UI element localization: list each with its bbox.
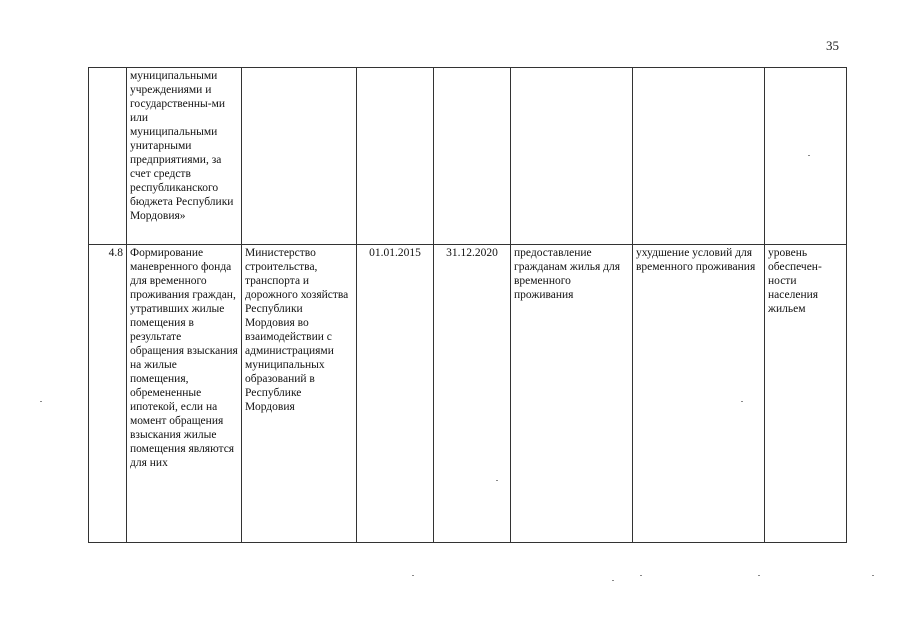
expected-result: предоставление гражданам жилья для временного проживания (511, 245, 633, 543)
scan-speck (741, 401, 743, 402)
start-date: 01.01.2015 (357, 245, 434, 543)
end-date: 31.12.2020 (434, 245, 511, 543)
indicator (765, 68, 847, 245)
consequences (633, 68, 765, 245)
measure-name: муниципальными учреждениями и государственны-ми или муниципальными унитарными предприятиями, за счет средств республиканского бюджета Республики Мордовия» (127, 68, 242, 245)
table-row (89, 245, 847, 543)
scan-speck (412, 575, 414, 576)
scan-speck (40, 401, 42, 402)
row-number (89, 68, 127, 245)
scan-speck (640, 575, 642, 576)
program-table (88, 67, 847, 543)
scan-speck (808, 155, 810, 156)
scan-speck (758, 575, 760, 576)
scan-speck (612, 580, 614, 581)
page-number: 35 (826, 38, 839, 53)
expected-result (511, 68, 633, 245)
end-date (434, 68, 511, 245)
table-row (89, 68, 847, 245)
row-number: 4.8 (89, 245, 127, 543)
consequences: ухудшение условий для временного проживания (633, 245, 765, 543)
start-date (357, 68, 434, 245)
executor: Министерство строительства, транспорта и дорожного хозяйства Республики Мордовия во взаимодействии с администрациями муниципальных образований в Республике Мордовия (242, 245, 357, 543)
scan-speck (496, 480, 498, 481)
executor (242, 68, 357, 245)
scan-speck (872, 575, 874, 576)
measure-name: Формирование маневренного фонда для временного проживания граждан, утративших жилые помещения в результате обращения взыскания на жилые помещения, обремененные ипотекой, если на момент обращения взыскания жилые помещения являются для них (127, 245, 242, 543)
indicator: уровень обеспечен-ности населения жильем (765, 245, 847, 543)
